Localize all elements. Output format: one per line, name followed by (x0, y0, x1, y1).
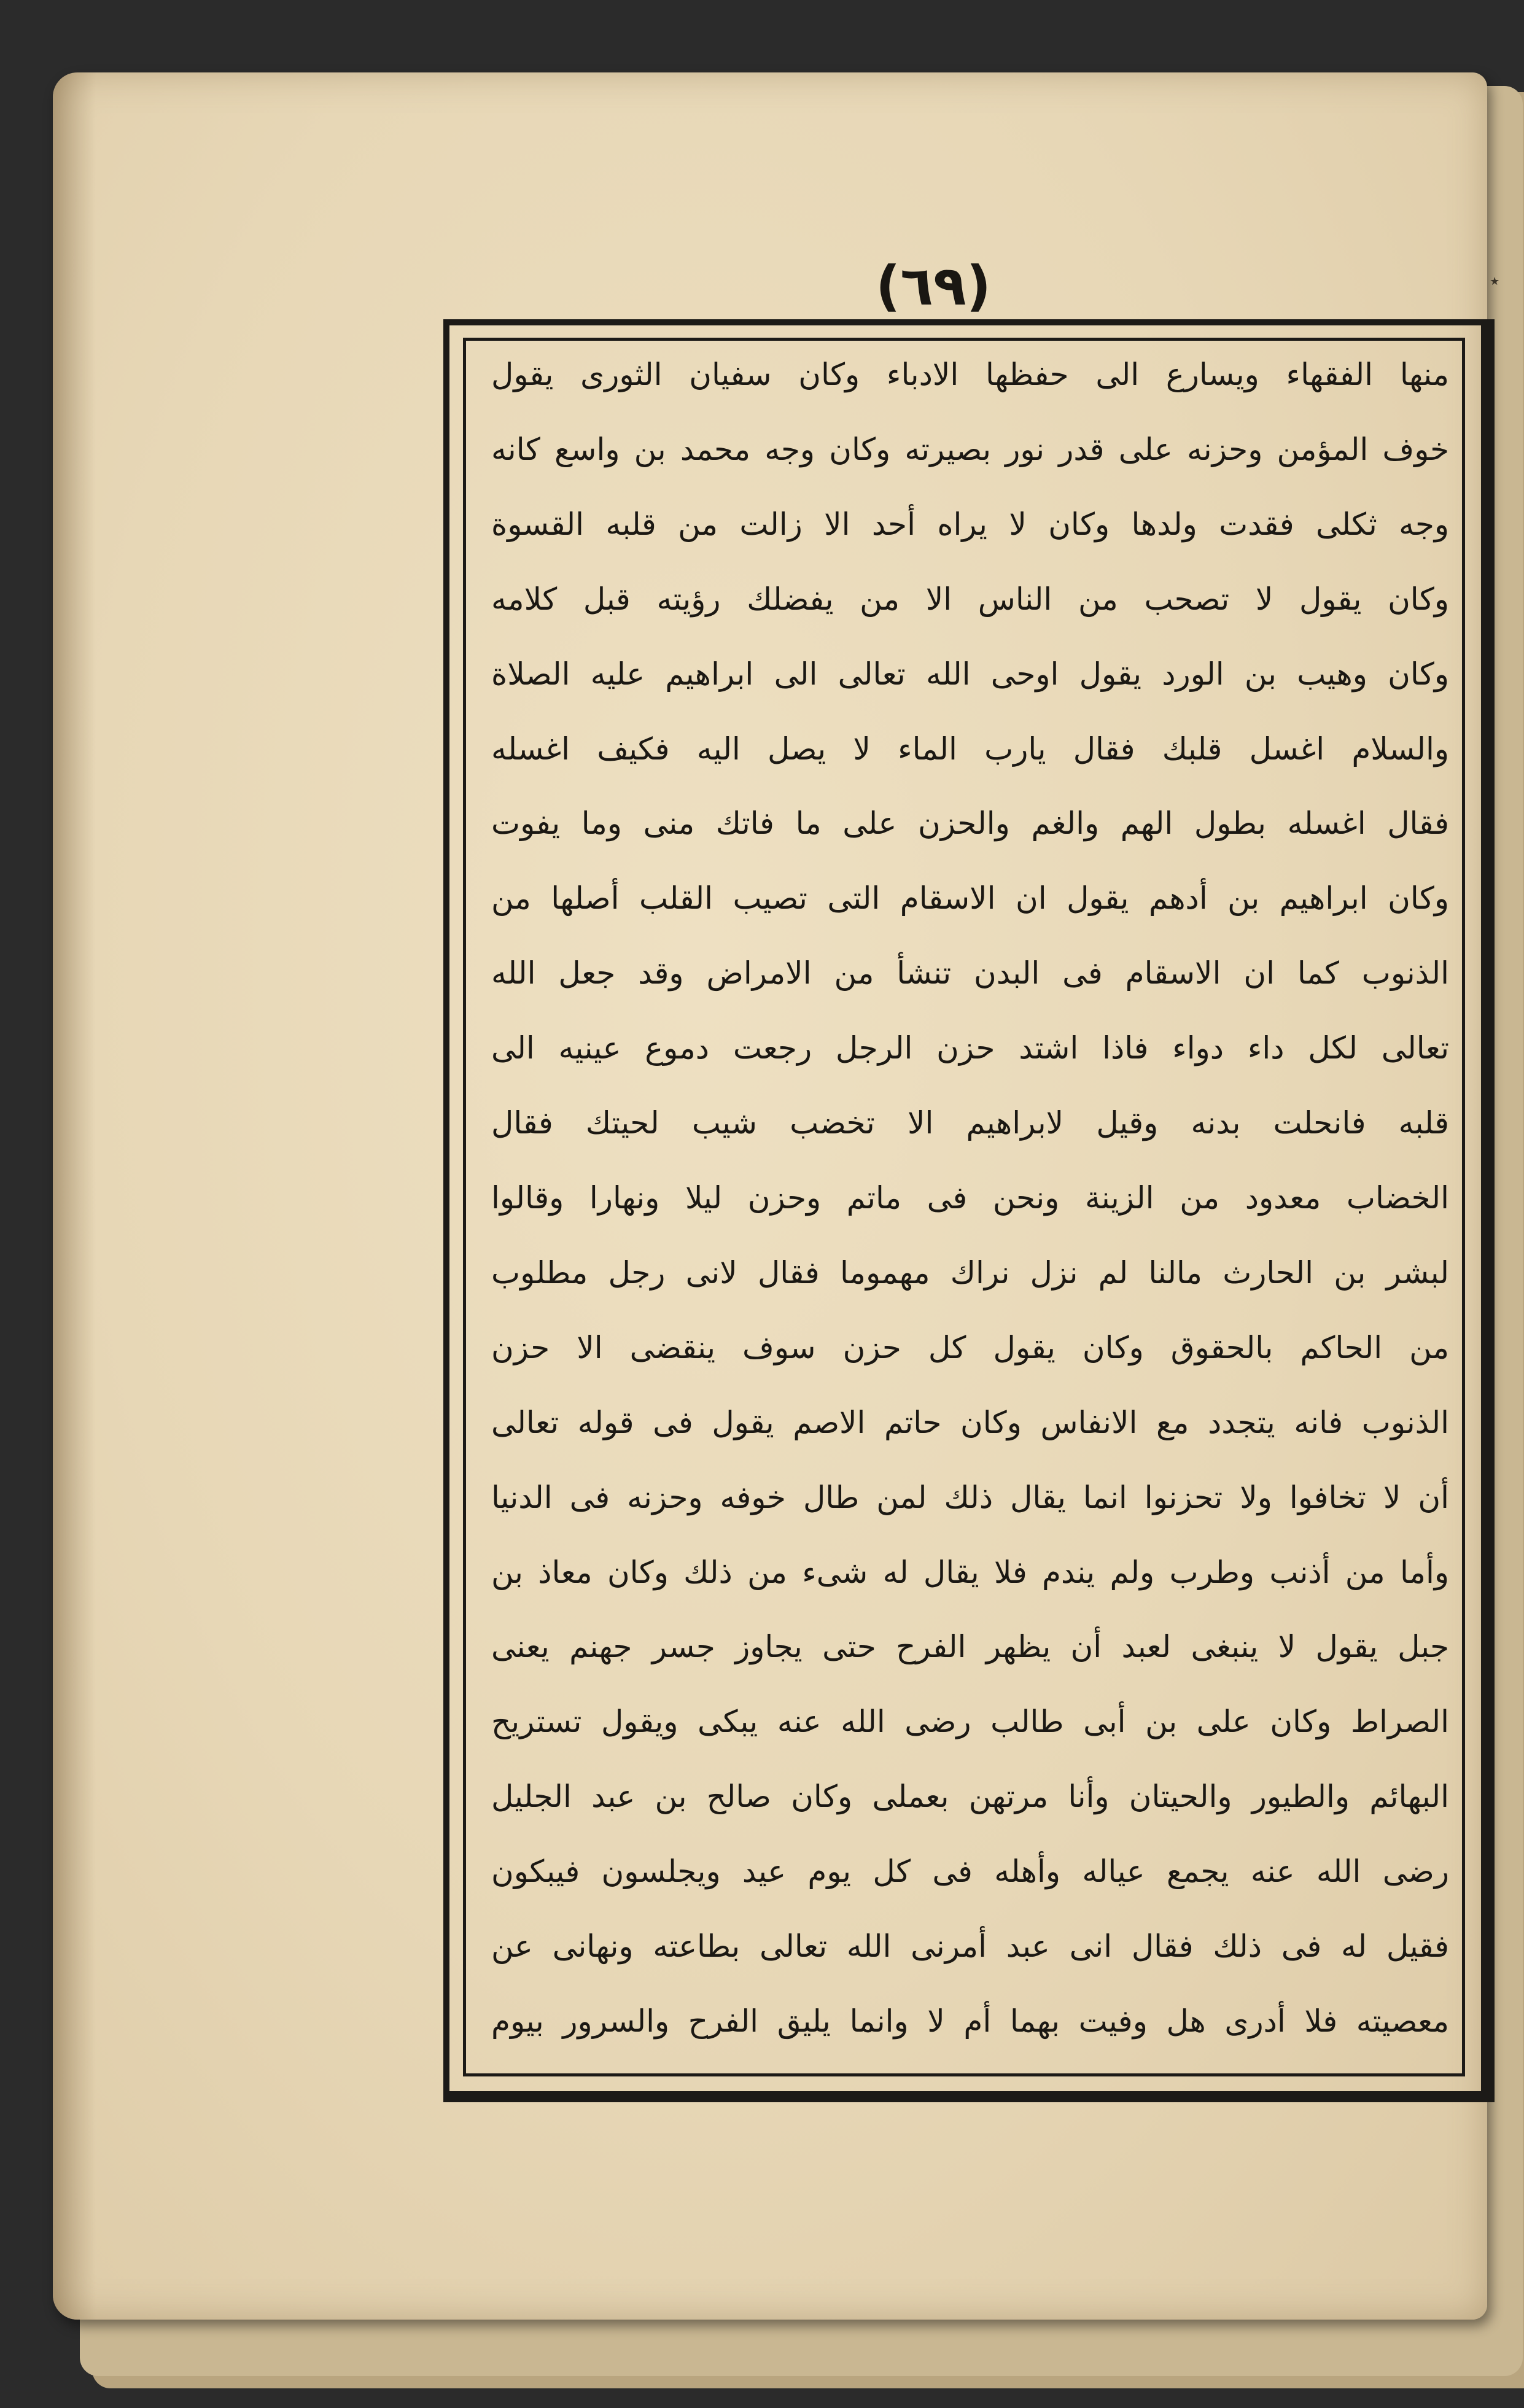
text-line: الخضاب معدود من الزينة ونحن فى ماتم وحزن ليلا ونهارا وقالوا (491, 1179, 1449, 1216)
text-line: جبل يقول لا ينبغى لعبد أن يظهر الفرح حتى يجاوز جسر جهنم يعنى (491, 1629, 1449, 1665)
text-line: تعالى لكل داء دواء فاذا اشتد حزن الرجل رجعت دموع عينيه الى (491, 1030, 1449, 1066)
spine-shadow (53, 72, 96, 2320)
page-number: (٦٩) (876, 254, 991, 317)
text-line: البهائم والطيور والحيتان وأنا مرتهن بعملى وكان صالح بن عبد الجليل (491, 1779, 1449, 1815)
text-line: وكان وهيب بن الورد يقول اوحى الله تعالى الى ابراهيم عليه الصلاة (491, 656, 1449, 692)
text-line: وكان يقول لا تصحب من الناس الا من يفضلك رؤيته قبل كلامه (491, 581, 1449, 617)
text-line: وكان ابراهيم بن أدهم يقول ان الاسقام التى تصيب القلب أصلها من (491, 880, 1449, 917)
text-line: أن لا تخافوا ولا تحزنوا انما يقال ذلك لمن طال خوفه وحزنه فى الدنيا (491, 1479, 1449, 1515)
text-line: من الحاكم بالحقوق وكان يقول كل حزن سوف ينقضى الا حزن (491, 1329, 1449, 1365)
text-line: قلبه فانحلت بدنه وقيل لابراهيم الا تخضب شيب لحيتك فقال (491, 1105, 1449, 1141)
text-line: وأما من أذنب وطرب ولم يندم فلا يقال له شىء من ذلك وكان معاذ بن (491, 1554, 1449, 1590)
corner-mark: ٭ (1490, 270, 1500, 292)
text-line: منها الفقهاء ويسارع الى حفظها الادباء وكان سفيان الثورى يقول (491, 357, 1449, 392)
text-line: فقال اغسله بطول الهم والغم والحزن على ما فاتك منى وما يفوت (491, 806, 1449, 842)
text-line: الصراط وكان على بن أبى طالب رضى الله عنه يبكى ويقول تستريح (491, 1704, 1449, 1740)
text-line: لبشر بن الحارث مالنا لم نزل نراك مهموما فقال لانى رجل مطلوب (491, 1254, 1449, 1291)
text-line: الذنوب كما ان الاسقام فى البدن تنشأ من الامراض وقد جعل الله (491, 955, 1449, 992)
text-line: الذنوب فانه يتجدد مع الانفاس وكان حاتم الاصم يقول فى قوله تعالى (491, 1404, 1449, 1440)
text-line: والسلام اغسل قلبك فقال يارب الماء لا يصل اليه فكيف اغسله (491, 731, 1449, 767)
text-line: فقيل له فى ذلك فقال انى عبد أمرنى الله تعالى بطاعته ونهانى عن (491, 1928, 1449, 1965)
text-line: معصيته فلا أدرى هل وفيت بهما أم لا وانما يليق الفرح والسرور بيوم (491, 2003, 1449, 2039)
text-line: وجه ثكلى فقدت ولدها وكان لا يراه أحد الا زالت من قلبه القسوة (491, 506, 1449, 542)
text-line: رضى الله عنه يجمع عياله وأهله فى كل يوم عيد ويجلسون فيبكون (491, 1854, 1449, 1890)
body-text (491, 341, 1449, 2054)
text-line: خوف المؤمن وحزنه على قدر نور بصيرته وكان وجه محمد بن واسع كانه (491, 431, 1449, 467)
